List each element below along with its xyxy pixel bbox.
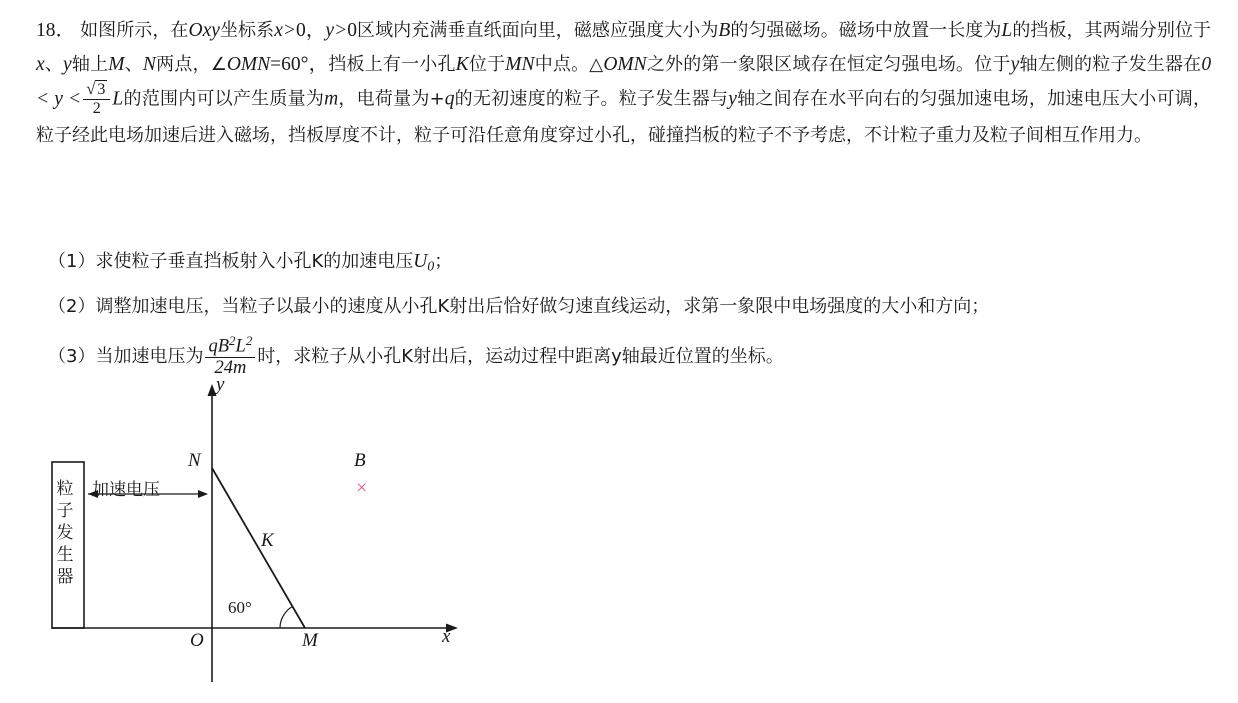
angle-label: 60° — [228, 598, 252, 617]
sub-question-2 — [48, 290, 989, 324]
sqrt-body: 3 — [97, 81, 106, 98]
sub-question-1-text-after: ； — [434, 251, 453, 272]
problem-statement: 18． 如图所示，在Oxy坐标系x>0，y>0区域内充满垂直纸面向里，磁感应强度大小为B的匀强磁场。磁场中放置一长度为L的挡板，其两端分别位于x、y轴上M、N两点，∠OMN=60°，挡板上有一小孔K位于MN中点。△OMN之外的第一象限区域存在恒定匀强电场。位于y轴左侧的粒子发生器在0 < y < $\frac{√ 3}{2}$ L的范围内可以产生质量为m，电荷量为+q的无初速度的粒子。粒子发生器与y轴之间存在水平向右的匀强加速电场，加速电压大小可调，粒子经此电场加速后进入磁场，挡板厚度不计，粒子可沿任意角度穿过小孔，碰撞挡板的粒子不予考虑，不计粒子重力及粒子间相互作用力。 — [36, 20, 1212, 146]
physics-figure — [30, 374, 550, 692]
sub-question-1-symbol-sub: 0 — [427, 258, 435, 274]
sub-question-2-text: 调整加速电压，当粒子以最小的速度从小孔K射出后恰好做匀速直线运动，求第一象限中电场强度的大小和方向； — [95, 296, 990, 317]
point-M-label: M — [302, 630, 318, 651]
figure-svg — [30, 382, 550, 692]
sub-question-3-label: （3） — [48, 345, 96, 367]
sub-question-1-text: 求使粒子垂直挡板射入小孔K的加速电压 — [95, 251, 414, 272]
point-N-label: N — [188, 450, 201, 471]
magnetic-field-label: B — [354, 450, 366, 471]
accel-arrow-right — [198, 490, 208, 498]
inline-formula-trailing: L — [112, 88, 124, 110]
x-axis-label: x — [442, 626, 451, 647]
accelerating-voltage-label: 加速电压 — [92, 480, 160, 500]
point-K-marker — [258, 547, 260, 549]
fraction-denominator: 2 — [92, 99, 101, 117]
point-K-label: K — [261, 530, 274, 551]
fraction-numerator: $qB^2L^2$ — [205, 334, 255, 358]
particle-generator-label: 粒子发生器 — [56, 479, 74, 587]
inline-formula-left: 0 < y < — [36, 53, 1212, 110]
inline-fraction: $\frac{√ 3}{2}$ — [83, 80, 110, 118]
fraction-denominator: 24m — [214, 357, 247, 379]
angle-arc — [280, 607, 293, 629]
sub-question-3-text-after: 时，求粒子从小孔K射出后，运动过程中距离y轴最近位置的坐标。 — [257, 345, 784, 367]
problem-body-1: 如图所示，在 — [80, 20, 189, 41]
magnetic-field-cross-icon: × — [356, 477, 368, 499]
sub-question-1-symbol: U — [413, 251, 428, 272]
y-axis-label: y — [216, 374, 225, 395]
sub-question-1 — [48, 245, 452, 283]
sub-question-3-text: 当加速电压为 — [95, 345, 204, 367]
sub-question-2-label: （2） — [48, 296, 96, 317]
sub-question-3 — [48, 335, 784, 380]
question-number: 18． — [36, 20, 76, 41]
origin-label: O — [190, 630, 204, 651]
sub-question-1-label: （1） — [48, 251, 96, 272]
sub-question-list — [36, 245, 1211, 379]
sub-question-3-fraction — [205, 334, 255, 379]
